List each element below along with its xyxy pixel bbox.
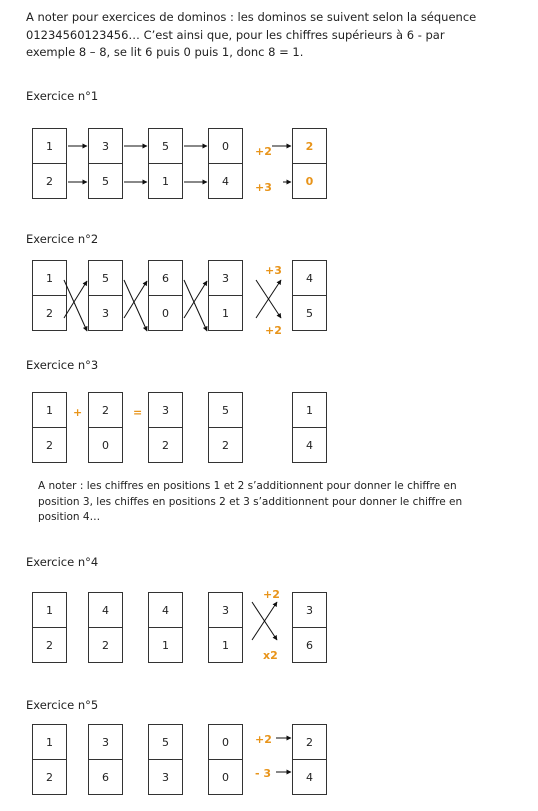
- domino-bottom-value: 5: [306, 307, 313, 320]
- domino-bottom-value: 1: [162, 175, 169, 188]
- domino-bottom-value: 2: [46, 639, 53, 652]
- domino-bottom-value: 3: [162, 771, 169, 784]
- exercise-3-equals-sign: =: [133, 406, 143, 419]
- domino-top-value: 3: [293, 593, 326, 628]
- domino-bottom-value: 4: [306, 439, 313, 452]
- domino-bottom-value: 0: [102, 439, 109, 452]
- domino-bottom-value: 2: [46, 175, 53, 188]
- domino-top-value: 1: [33, 129, 66, 164]
- exercise-1-op-top: +2: [255, 145, 272, 158]
- exercise-2-op-top: +3: [265, 264, 282, 277]
- domino-bottom-value: 2: [46, 771, 53, 784]
- domino-top-value: 5: [89, 261, 122, 296]
- domino-bottom-value: 0: [222, 771, 229, 784]
- exercise-4-title: Exercice n°4: [26, 555, 99, 569]
- domino-bottom-value: 0: [305, 175, 314, 188]
- exercise-5-title: Exercice n°5: [26, 698, 99, 712]
- exercise-3-title: Exercice n°3: [26, 358, 99, 372]
- domino-top-value: 4: [149, 593, 182, 628]
- domino-top-value: 4: [293, 261, 326, 296]
- domino-top-value: 3: [209, 593, 242, 628]
- exercise-3-plus-sign: +: [73, 406, 83, 419]
- arrow-ex2: [184, 280, 207, 331]
- domino-bottom-value: 1: [162, 639, 169, 652]
- domino-top-value: 2: [89, 393, 122, 428]
- domino-bottom-value: 5: [102, 175, 109, 188]
- domino-top-value: 6: [149, 261, 182, 296]
- exercise-4-op-bottom: x2: [263, 649, 278, 662]
- domino-top-value: 3: [89, 725, 122, 760]
- domino-bottom-value: 2: [46, 439, 53, 452]
- domino-bottom-value: 2: [222, 439, 229, 452]
- domino-top-value: 5: [149, 725, 182, 760]
- arrow-ex2: [124, 280, 147, 331]
- domino-top-value: 5: [209, 393, 242, 428]
- domino-bottom-value: 2: [162, 439, 169, 452]
- intro-line: A noter pour exercices de dominos : les dominos se suivent selon la séquence: [26, 10, 477, 24]
- intro-line: exemple 8 – 8, se lit 6 puis 0 puis 1, donc 8 = 1.: [26, 45, 304, 59]
- note-line: A noter : les chiffres en positions 1 et 2 s’additionnent pour donner le chiffre en: [38, 480, 457, 492]
- domino-top-value: 1: [33, 261, 66, 296]
- exercise-2-title: Exercice n°2: [26, 232, 99, 246]
- domino-top-value: 2: [293, 725, 326, 760]
- domino-top-value: 1: [33, 393, 66, 428]
- domino-bottom-value: 6: [102, 771, 109, 784]
- domino-bottom-value: 2: [102, 639, 109, 652]
- domino-top-value: 4: [89, 593, 122, 628]
- domino-top-value: 1: [33, 593, 66, 628]
- domino-bottom-value: 1: [222, 639, 229, 652]
- domino-top-value: 0: [209, 725, 242, 760]
- note-line: position 3, les chiffes en positions 2 et 3 s’additionnent pour donner le chiffre en: [38, 495, 463, 508]
- domino-top-value: 1: [33, 725, 66, 760]
- intro-line: 01234560123456… C’est ainsi que, pour les chiffres supérieurs à 6 - par: [26, 27, 445, 42]
- domino-bottom-value: 2: [46, 307, 53, 320]
- exercise-5-op-top: +2: [255, 733, 272, 746]
- domino-bottom-value: 0: [162, 307, 169, 320]
- domino-top-value: 5: [149, 129, 182, 164]
- note-line: position 4…: [38, 511, 101, 523]
- exercise-1-title: Exercice n°1: [26, 89, 99, 103]
- domino-top-value: 3: [89, 129, 122, 164]
- arrow-ex2: [64, 280, 87, 331]
- domino-bottom-value: 4: [222, 175, 229, 188]
- domino-top-value: 3: [149, 393, 182, 428]
- domino-top-value: 2: [293, 129, 326, 164]
- domino-bottom-value: 3: [102, 307, 109, 320]
- domino-top-value: 3: [209, 261, 242, 296]
- domino-bottom-value: 4: [306, 771, 313, 784]
- domino-top-value: 0: [209, 129, 242, 164]
- exercise-4-op-top: +2: [263, 588, 280, 601]
- domino-top-value: 1: [293, 393, 326, 428]
- domino-bottom-value: 1: [222, 307, 229, 320]
- exercise-2-op-bottom: +2: [265, 324, 282, 337]
- domino-bottom-value: 6: [306, 639, 313, 652]
- exercise-5-op-bottom: - 3: [255, 767, 272, 780]
- exercise-1-op-bottom: +3: [255, 181, 272, 194]
